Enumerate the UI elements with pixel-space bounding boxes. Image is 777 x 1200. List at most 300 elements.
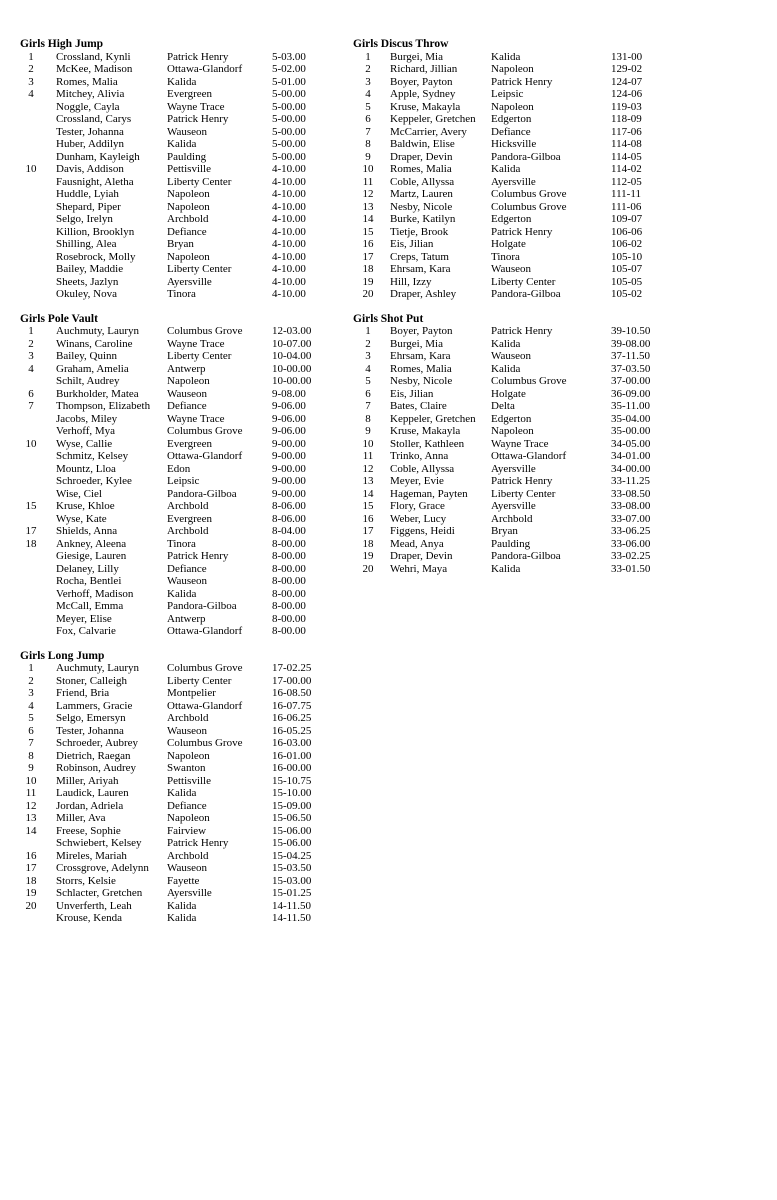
- place-cell: 3: [365, 350, 371, 362]
- result-row: [353, 413, 663, 426]
- result-mark: 8-00.00: [272, 625, 306, 637]
- result-mark: 33-11.25: [611, 475, 651, 487]
- place-cell: 11: [362, 450, 374, 462]
- athlete-name: Crossland, Kynli: [56, 50, 131, 63]
- result-mark: 4-10.00: [272, 225, 306, 238]
- athlete-name: Wise, Ciel: [56, 487, 102, 500]
- athlete-name: Mountz, Lloa: [56, 462, 116, 475]
- athlete-name: Storrs, Kelsie: [56, 874, 116, 887]
- place-cell: 12: [362, 462, 374, 475]
- school-name: Liberty Center: [491, 275, 556, 288]
- result-mark: 5-00.00: [272, 150, 306, 163]
- result-mark: 4-10.00: [272, 250, 306, 263]
- school-name: Ayersville: [167, 275, 212, 288]
- result-mark: 114-02: [611, 163, 642, 175]
- result-row: [20, 887, 320, 900]
- result-mark: 35-00.00: [611, 425, 651, 437]
- result-row: [20, 800, 320, 813]
- result-row: [20, 76, 320, 89]
- result-mark: 9-06.00: [272, 400, 306, 412]
- athlete-name: Crossland, Carys: [56, 113, 132, 125]
- result-row: [20, 725, 320, 738]
- result-row: [353, 388, 663, 401]
- result-mark: 15-03.50: [272, 862, 312, 874]
- result-row: [20, 375, 320, 388]
- result-row: [20, 238, 320, 251]
- place-cell: 17: [25, 525, 37, 537]
- result-row: [20, 413, 320, 426]
- school-name: Liberty Center: [491, 487, 556, 500]
- place-cell: 4: [365, 88, 371, 100]
- result-mark: 8-00.00: [272, 575, 306, 587]
- school-name: Kalida: [167, 75, 197, 88]
- athlete-name: Bailey, Quinn: [56, 350, 117, 362]
- school-name: Kalida: [491, 163, 521, 175]
- result-mark: 33-01.50: [611, 562, 651, 575]
- athlete-name: Kruse, Khloe: [56, 500, 115, 512]
- school-name: Fairview: [167, 824, 207, 837]
- school-name: Ottawa-Glandorf: [167, 699, 243, 712]
- result-mark: 124-07: [611, 75, 643, 88]
- result-mark: 4-10.00: [272, 263, 306, 275]
- result-mark: 111-06: [611, 200, 642, 213]
- athlete-name: McCall, Emma: [56, 600, 124, 612]
- result-mark: 16-03.00: [272, 737, 312, 749]
- result-mark: 16-00.00: [272, 762, 312, 774]
- place-cell: 20: [362, 562, 374, 575]
- athlete-name: Weber, Lucy: [390, 512, 447, 525]
- result-row: [353, 188, 663, 201]
- place-cell: 8: [365, 138, 371, 150]
- school-name: Kalida: [167, 138, 197, 150]
- athlete-name: Eis, Jilian: [390, 238, 434, 250]
- result-row: [20, 425, 320, 438]
- school-name: Antwerp: [167, 612, 206, 625]
- athlete-name: Schroeder, Kylee: [56, 475, 132, 487]
- result-row: [353, 101, 663, 114]
- place-cell: 3: [28, 687, 34, 699]
- result-mark: 15-06.50: [272, 812, 312, 824]
- result-mark: 4-10.00: [272, 188, 306, 200]
- school-name: Archbold: [167, 500, 209, 512]
- athlete-name: Jordan, Adriela: [56, 799, 124, 812]
- athlete-name: Nesby, Nicole: [390, 200, 453, 213]
- athlete-name: Freese, Sophie: [56, 824, 121, 837]
- school-name: Wayne Trace: [491, 437, 549, 450]
- result-row: [20, 662, 320, 675]
- athlete-name: Delaney, Lilly: [56, 562, 119, 575]
- athlete-name: Stoner, Calleigh: [56, 674, 128, 687]
- result-row: [20, 737, 320, 750]
- result-mark: 8-06.00: [272, 500, 306, 512]
- place-cell: 1: [28, 50, 34, 63]
- result-mark: 4-10.00: [272, 200, 306, 213]
- athlete-name: Dunham, Kayleigh: [56, 150, 140, 163]
- school-name: Delta: [491, 400, 515, 412]
- result-row: [353, 488, 663, 501]
- result-row: [353, 163, 663, 176]
- result-row: [20, 63, 320, 76]
- result-row: [20, 400, 320, 413]
- place-cell: 19: [362, 275, 374, 288]
- result-row: [353, 226, 663, 239]
- place-cell: 4: [28, 699, 34, 712]
- athlete-name: Nesby, Nicole: [390, 375, 453, 387]
- place-cell: 20: [362, 288, 374, 300]
- result-row: [353, 213, 663, 226]
- result-row: [20, 388, 320, 401]
- place-cell: 4: [365, 362, 371, 375]
- athlete-name: Thompson, Elizabeth: [56, 400, 151, 412]
- result-row: [353, 201, 663, 214]
- athlete-name: Sheets, Jazlyn: [56, 275, 119, 288]
- place-cell: 19: [362, 550, 374, 562]
- place-cell: 10: [362, 163, 374, 175]
- result-mark: 15-03.00: [272, 874, 312, 887]
- result-mark: 5-00.00: [272, 113, 306, 125]
- result-mark: 14-11.50: [272, 899, 312, 912]
- result-mark: 15-09.00: [272, 799, 312, 812]
- result-row: [20, 575, 320, 588]
- school-name: Liberty Center: [167, 674, 232, 687]
- school-name: Archbold: [167, 712, 209, 724]
- place-cell: 16: [25, 849, 37, 862]
- athlete-name: Huber, Addilyn: [56, 138, 124, 150]
- result-mark: 16-08.50: [272, 687, 312, 699]
- section-title: Girls Long Jump: [20, 649, 105, 662]
- high-jump-section: [20, 38, 320, 301]
- result-mark: 35-04.00: [611, 412, 651, 425]
- result-row: [20, 263, 320, 276]
- athlete-name: Figgens, Heidi: [390, 525, 455, 537]
- result-row: [353, 363, 663, 376]
- result-mark: 105-05: [611, 275, 643, 288]
- shot-put-section: [353, 313, 663, 576]
- athlete-name: Draper, Devin: [390, 150, 453, 163]
- athlete-name: Schlacter, Gretchen: [56, 887, 143, 899]
- school-name: Tinora: [167, 537, 196, 550]
- result-mark: 33-06.25: [611, 525, 651, 537]
- place-cell: 10: [25, 163, 37, 175]
- athlete-name: Creps, Tatum: [390, 250, 449, 263]
- result-row: [20, 188, 320, 201]
- result-row: [20, 251, 320, 264]
- result-row: [20, 463, 320, 476]
- section-title: Girls Pole Vault: [20, 312, 98, 325]
- place-cell: 3: [28, 350, 34, 362]
- long-jump-section: [20, 650, 320, 925]
- place-cell: 6: [365, 113, 371, 125]
- school-name: Kalida: [491, 562, 521, 575]
- school-name: Wauseon: [167, 125, 208, 138]
- result-row: [20, 875, 320, 888]
- result-row: [20, 712, 320, 725]
- result-row: [353, 63, 663, 76]
- result-mark: 5-02.00: [272, 63, 306, 75]
- result-row: [20, 588, 320, 601]
- results-list: [353, 325, 663, 575]
- athlete-name: Meyer, Elise: [56, 612, 112, 625]
- school-name: Ayersville: [491, 462, 536, 475]
- athlete-name: Selgo, Emersyn: [56, 712, 126, 724]
- result-mark: 12-03.00: [272, 325, 312, 337]
- place-cell: 9: [365, 150, 371, 163]
- athlete-name: Miller, Ariyah: [56, 774, 119, 787]
- school-name: Pettisville: [167, 163, 211, 175]
- result-row: [353, 288, 663, 301]
- athlete-name: Schmitz, Kelsey: [56, 450, 129, 462]
- school-name: Patrick Henry: [167, 50, 229, 63]
- school-name: Wauseon: [167, 724, 208, 737]
- result-mark: 9-08.00: [272, 387, 306, 400]
- school-name: Paulding: [491, 537, 531, 550]
- athlete-name: Bates, Claire: [390, 400, 447, 412]
- result-mark: 4-10.00: [272, 163, 306, 175]
- discus-section: [353, 38, 663, 301]
- result-mark: 9-06.00: [272, 412, 306, 425]
- result-row: [353, 550, 663, 563]
- result-mark: 5-01.00: [272, 75, 306, 88]
- left-column: [20, 38, 320, 937]
- result-row: [353, 375, 663, 388]
- athlete-name: Stoller, Kathleen: [390, 437, 465, 450]
- result-row: [353, 88, 663, 101]
- place-cell: 18: [25, 537, 37, 550]
- section-title: Girls Shot Put: [353, 312, 424, 325]
- school-name: Kalida: [491, 50, 521, 63]
- school-name: Leipsic: [167, 475, 200, 487]
- result-mark: 8-00.00: [272, 562, 306, 575]
- result-row: [353, 51, 663, 64]
- result-mark: 4-10.00: [272, 288, 306, 300]
- result-row: [353, 263, 663, 276]
- school-name: Bryan: [167, 238, 194, 250]
- place-cell: 5: [365, 375, 371, 387]
- school-name: Patrick Henry: [491, 475, 553, 487]
- result-row: [20, 775, 320, 788]
- result-row: [20, 338, 320, 351]
- result-row: [20, 325, 320, 338]
- result-mark: 8-00.00: [272, 612, 306, 625]
- school-name: Edgerton: [491, 213, 532, 225]
- athlete-name: Shepard, Piper: [56, 200, 121, 213]
- place-cell: 2: [28, 674, 34, 687]
- result-row: [353, 450, 663, 463]
- school-name: Kalida: [491, 337, 521, 350]
- result-row: [20, 762, 320, 775]
- result-mark: 17-00.00: [272, 674, 312, 687]
- place-cell: 1: [28, 325, 34, 337]
- athlete-name: Schwiebert, Kelsey: [56, 837, 142, 849]
- athlete-name: Hageman, Payten: [390, 487, 468, 500]
- result-row: [20, 513, 320, 526]
- result-row: [20, 113, 320, 126]
- result-row: [20, 88, 320, 101]
- school-name: Antwerp: [167, 362, 206, 375]
- school-name: Pandora-Gilboa: [167, 487, 237, 500]
- result-mark: 35-11.00: [611, 400, 651, 412]
- result-mark: 16-01.00: [272, 749, 312, 762]
- result-row: [20, 563, 320, 576]
- school-name: Edon: [167, 462, 191, 475]
- place-cell: 10: [25, 774, 37, 787]
- result-mark: 5-00.00: [272, 138, 306, 150]
- athlete-name: Mead, Anya: [390, 537, 444, 550]
- athlete-name: Rocha, Bentlei: [56, 575, 122, 587]
- athlete-name: Friend, Bria: [56, 687, 110, 699]
- result-mark: 111-11: [611, 188, 641, 200]
- result-mark: 37-11.50: [611, 350, 651, 362]
- place-cell: 1: [365, 50, 371, 63]
- athlete-name: Winans, Caroline: [56, 337, 133, 350]
- school-name: Swanton: [167, 762, 206, 774]
- result-mark: 5-00.00: [272, 88, 306, 100]
- athlete-name: Martz, Lauren: [390, 188, 453, 200]
- athlete-name: Noggle, Cayla: [56, 100, 120, 113]
- result-row: [20, 51, 320, 64]
- result-mark: 114-05: [611, 150, 642, 163]
- result-mark: 5-03.00: [272, 50, 306, 63]
- result-mark: 131-00: [611, 50, 643, 63]
- result-mark: 15-10.75: [272, 774, 312, 787]
- athlete-name: Tester, Johanna: [56, 125, 124, 138]
- athlete-name: Boyer, Payton: [390, 75, 453, 88]
- school-name: Evergreen: [167, 437, 212, 450]
- place-cell: 16: [362, 512, 374, 525]
- result-mark: 39-10.50: [611, 325, 651, 337]
- result-mark: 10-07.00: [272, 337, 312, 350]
- athlete-name: Keppeler, Gretchen: [390, 412, 476, 425]
- result-row: [20, 101, 320, 114]
- result-mark: 15-04.25: [272, 849, 312, 862]
- result-row: [20, 912, 320, 925]
- results-list: [353, 51, 663, 301]
- place-cell: 5: [28, 712, 34, 724]
- result-row: [353, 325, 663, 338]
- athlete-name: Rosebrock, Molly: [56, 250, 136, 263]
- school-name: Napoleon: [167, 200, 210, 213]
- athlete-name: Dietrich, Raegan: [56, 749, 131, 762]
- place-cell: 20: [25, 899, 37, 912]
- result-row: [353, 513, 663, 526]
- school-name: Ayersville: [491, 500, 536, 512]
- athlete-name: Ehrsam, Kara: [390, 350, 451, 362]
- result-mark: 4-10.00: [272, 213, 306, 225]
- result-mark: 8-00.00: [272, 600, 306, 612]
- results-list: [20, 51, 320, 301]
- athlete-name: Verhoff, Madison: [56, 587, 134, 600]
- school-name: Napoleon: [491, 63, 534, 75]
- result-row: [20, 213, 320, 226]
- result-row: [20, 825, 320, 838]
- school-name: Columbus Grove: [491, 188, 567, 200]
- result-mark: 9-00.00: [272, 437, 306, 450]
- school-name: Columbus Grove: [167, 325, 243, 337]
- school-name: Napoleon: [491, 100, 534, 113]
- result-mark: 34-00.00: [611, 462, 651, 475]
- place-cell: 9: [365, 425, 371, 437]
- athlete-name: Selgo, Irelyn: [56, 213, 113, 225]
- athlete-name: Tietje, Brook: [390, 225, 449, 238]
- place-cell: 1: [28, 662, 34, 674]
- school-name: Ottawa-Glandorf: [491, 450, 567, 462]
- school-name: Fayette: [167, 874, 200, 887]
- result-row: [20, 850, 320, 863]
- school-name: Defiance: [167, 799, 207, 812]
- result-mark: 9-00.00: [272, 475, 306, 487]
- place-cell: 17: [362, 250, 374, 263]
- athlete-name: Baldwin, Elise: [390, 138, 455, 150]
- result-row: [20, 812, 320, 825]
- athlete-name: Auchmuty, Lauryn: [56, 662, 139, 674]
- school-name: Liberty Center: [167, 175, 232, 188]
- result-row: [353, 276, 663, 289]
- athlete-name: Romes, Malia: [390, 163, 452, 175]
- result-row: [20, 450, 320, 463]
- result-mark: 34-01.00: [611, 450, 651, 462]
- athlete-name: Robinson, Audrey: [56, 762, 137, 774]
- athlete-name: Crossgrove, Adelynn: [56, 862, 149, 874]
- result-row: [20, 163, 320, 176]
- school-name: Edgerton: [491, 113, 532, 125]
- school-name: Patrick Henry: [167, 550, 229, 562]
- school-name: Pandora-Gilboa: [491, 550, 561, 562]
- result-mark: 8-00.00: [272, 550, 306, 562]
- place-cell: 14: [25, 824, 37, 837]
- result-mark: 5-00.00: [272, 100, 306, 113]
- result-mark: 34-05.00: [611, 437, 651, 450]
- result-row: [20, 538, 320, 551]
- result-mark: 4-10.00: [272, 238, 306, 250]
- school-name: Wauseon: [167, 862, 208, 874]
- result-row: [353, 525, 663, 538]
- place-cell: 6: [28, 387, 34, 400]
- place-cell: 18: [362, 537, 374, 550]
- athlete-name: Burkholder, Matea: [56, 387, 139, 400]
- result-mark: 105-10: [611, 250, 643, 263]
- school-name: Columbus Grove: [167, 662, 243, 674]
- results-list: [20, 325, 320, 638]
- result-mark: 15-01.25: [272, 887, 312, 899]
- result-mark: 119-03: [611, 100, 642, 113]
- result-mark: 37-00.00: [611, 375, 651, 387]
- athlete-name: Miller, Ava: [56, 812, 106, 824]
- school-name: Edgerton: [491, 412, 532, 425]
- school-name: Kalida: [167, 587, 197, 600]
- place-cell: 14: [362, 213, 374, 225]
- result-row: [353, 76, 663, 89]
- result-mark: 14-11.50: [272, 912, 312, 924]
- result-mark: 37-03.50: [611, 362, 651, 375]
- place-cell: 4: [28, 362, 34, 375]
- athlete-name: Schilt, Audrey: [56, 375, 120, 387]
- athlete-name: Burgei, Mia: [390, 337, 443, 350]
- athlete-name: Keppeler, Gretchen: [390, 113, 476, 125]
- result-mark: 105-02: [611, 288, 643, 300]
- school-name: Wauseon: [491, 350, 532, 362]
- result-mark: 33-06.00: [611, 537, 651, 550]
- school-name: Leipsic: [491, 88, 524, 100]
- result-mark: 15-06.00: [272, 824, 312, 837]
- result-mark: 33-02.25: [611, 550, 651, 562]
- place-cell: 10: [25, 437, 37, 450]
- result-mark: 39-08.00: [611, 337, 651, 350]
- school-name: Ottawa-Glandorf: [167, 63, 243, 75]
- school-name: Paulding: [167, 150, 207, 163]
- athlete-name: Mireles, Mariah: [56, 849, 127, 862]
- school-name: Archbold: [167, 525, 209, 537]
- result-row: [20, 700, 320, 713]
